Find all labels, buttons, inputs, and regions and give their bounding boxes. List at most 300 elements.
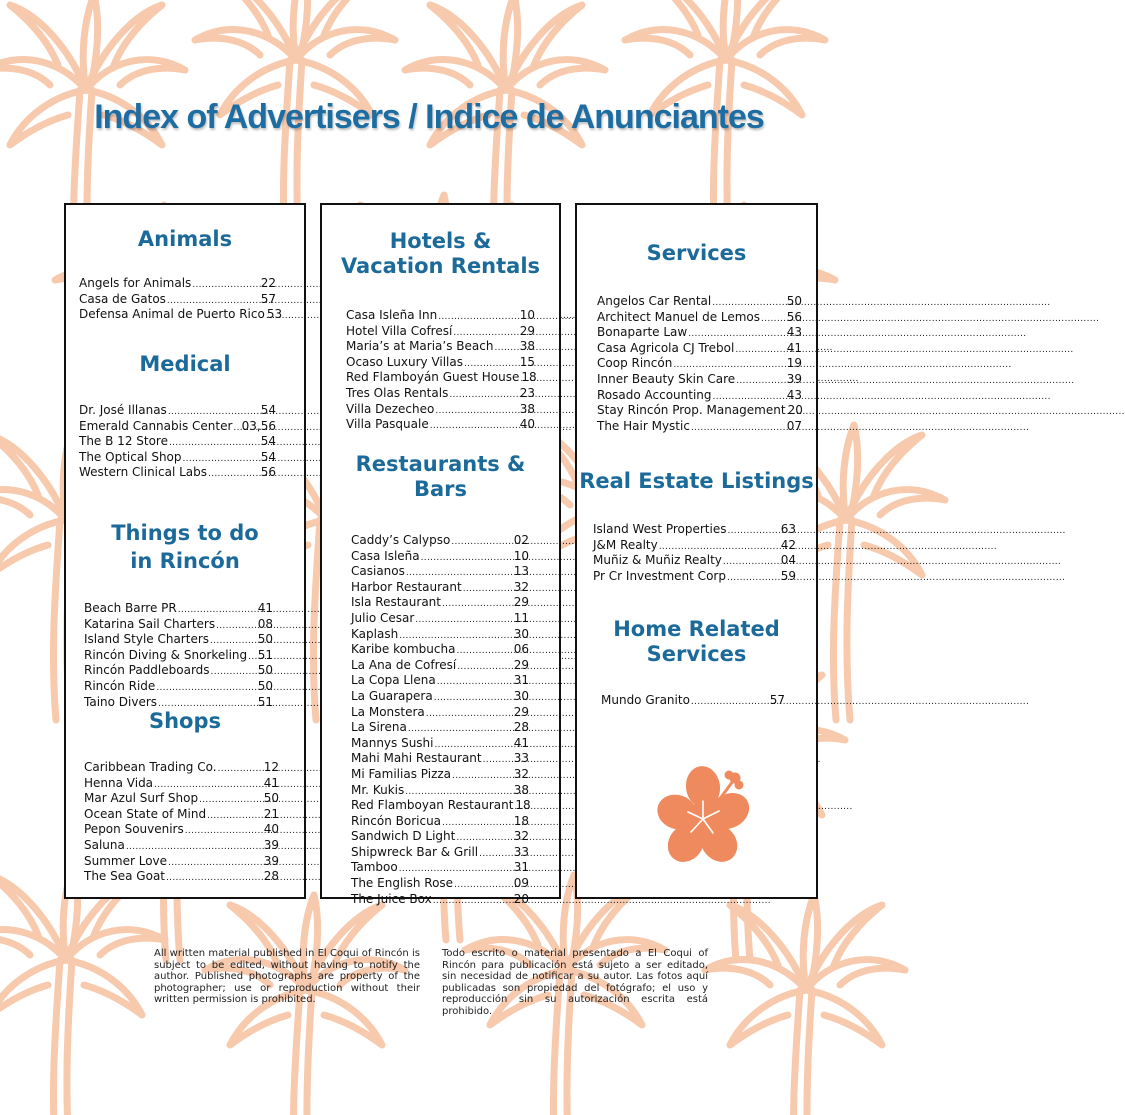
advertiser-entry (79, 451, 276, 467)
advertiser-entry (346, 403, 535, 419)
section-things-to-do (66, 519, 304, 711)
page-number: 43 (786, 325, 802, 340)
page-number: 29 (513, 657, 529, 672)
page-number: 57 (260, 291, 276, 306)
advertiser-name: Ocaso Luxury Villas (346, 354, 463, 369)
advertiser-entry (84, 680, 273, 696)
dot-leader (433, 893, 513, 909)
dot-leader (208, 466, 260, 482)
page-number: 28 (513, 720, 529, 735)
page-number: 03,56 (241, 418, 276, 433)
page-number: 33 (513, 751, 529, 766)
advertiser-name: Defensa Animal de Puerto Rico (79, 307, 265, 322)
dot-leader (178, 602, 257, 618)
index-column-1 (64, 203, 306, 899)
advertiser-entry (597, 311, 802, 327)
advertiser-entry (351, 830, 529, 846)
advertiser-entry (346, 340, 535, 356)
dot-leader (126, 839, 263, 855)
advertiser-name: Caddy’s Calypso (351, 533, 451, 547)
page-number: 50 (263, 791, 279, 806)
advertiser-name: Caribbean Trading Co. (84, 760, 217, 774)
advertiser-entry (351, 784, 529, 800)
page-number: 38 (519, 339, 535, 354)
page-number: 41 (513, 735, 529, 750)
dot-leader (211, 664, 257, 680)
advertiser-entry (351, 846, 529, 862)
dot-leader (183, 451, 260, 467)
page-number: 29 (519, 323, 535, 338)
page-number: 32 (513, 579, 529, 594)
dot-leader (456, 830, 512, 846)
advertiser-name: The English Rose (351, 876, 454, 891)
dot-leader (430, 418, 519, 434)
hibiscus-flower-icon (663, 765, 749, 865)
advertiser-list (351, 534, 529, 908)
dot-leader (713, 389, 786, 405)
copyright-note-english: All written material published in El Coqui of Rincón is subject to be edited, without having to notify the author. Published photographs are property of the photographer; use or reproduction without their written permission is prohibited. (154, 948, 420, 1005)
advertiser-name: Maria’s at Maria’s Beach (346, 339, 494, 354)
page-number: 29 (513, 595, 529, 610)
advertiser-entry (351, 596, 529, 612)
advertiser-name: Red Flamboyán Guest House (346, 370, 520, 385)
advertiser-name: La Copa Llena (351, 673, 436, 688)
dot-leader (464, 356, 519, 372)
page-number: 30 (513, 688, 529, 703)
advertiser-entry (84, 633, 273, 649)
advertiser-list (601, 694, 785, 710)
page-number: 22 (260, 276, 276, 290)
dot-leader (408, 721, 513, 737)
dot-leader (406, 565, 513, 581)
advertiser-name: Rincón Ride (84, 678, 156, 693)
advertiser-entry (84, 870, 279, 886)
advertiser-name: Inner Beauty Skin Care (597, 371, 736, 386)
page-number: 43 (786, 387, 802, 402)
dot-leader (449, 387, 518, 403)
advertiser-entry (84, 855, 279, 871)
advertiser-entry (351, 768, 529, 784)
dot-leader (688, 326, 786, 342)
advertiser-list (79, 404, 276, 482)
advertiser-entry (351, 612, 529, 628)
advertiser-name: Hotel Villa Cofresí (346, 323, 453, 338)
advertiser-name: Architect Manuel de Lemos (597, 309, 761, 324)
advertiser-name: Coop Rincón (597, 356, 673, 371)
page-number: 08 (257, 616, 273, 631)
page-number: 32 (513, 766, 529, 781)
page-number: 10 (513, 548, 529, 563)
advertiser-name: Stay Rincón Prop. Management (597, 403, 786, 418)
advertiser-entry (351, 799, 529, 815)
page-number: 50 (786, 294, 802, 308)
section-heading: Shops (148, 709, 222, 733)
copyright-note-spanish: Todo escrito o material presentado a El Coqui of Rincón para publicación está sujeto a ser editado, sin necesidad de notificar a su autor. Las fotos aquí publicadas son propiedad del fotógrafo; el uso y reproducción sin su autorización escrita está prohibido. (442, 948, 708, 1017)
advertiser-list (597, 295, 802, 435)
dot-leader (736, 373, 786, 389)
advertiser-name: Katarina Sail Charters (84, 616, 216, 631)
page-number: 63 (780, 522, 796, 536)
advertiser-name: La Monstera (351, 704, 425, 719)
advertiser-name: Angelos Car Rental (597, 294, 712, 308)
advertiser-entry (351, 893, 529, 909)
advertiser-name: Tamboo (351, 860, 398, 875)
dot-leader (727, 523, 779, 539)
page-number: 31 (513, 673, 529, 688)
advertiser-entry (351, 674, 529, 690)
advertiser-entry (351, 815, 529, 831)
advertiser-name: Muñiz & Muñiz Realty (593, 553, 722, 568)
advertiser-name: The Optical Shop (79, 449, 182, 464)
advertiser-name: Henna Vida (84, 775, 154, 790)
dot-leader (691, 420, 786, 436)
advertiser-name: Rincón Diving & Snorkeling (84, 647, 248, 662)
advertiser-name: La Ana de Cofresí (351, 657, 457, 672)
page-number: 59 (780, 568, 796, 583)
section-animals (66, 227, 304, 324)
page-number: 41 (257, 601, 273, 615)
advertiser-entry (79, 420, 276, 436)
page-number: 28 (263, 869, 279, 884)
dot-leader (442, 596, 513, 612)
advertiser-name: Island Style Charters (84, 632, 210, 647)
dot-leader (479, 846, 513, 862)
page-number: 32 (513, 829, 529, 844)
section-heading: Real Estate Listings (579, 469, 814, 493)
dot-leader (421, 550, 513, 566)
dot-leader (438, 309, 519, 325)
dot-leader (192, 277, 259, 293)
dot-leader (168, 404, 260, 420)
advertiser-list (593, 523, 796, 585)
page-number: 50 (257, 632, 273, 647)
advertiser-entry (84, 808, 279, 824)
advertiser-name: Mar Azul Surf Shop (84, 791, 199, 806)
section-heading: Animals (137, 227, 233, 251)
dot-leader (248, 649, 257, 665)
dot-leader (735, 342, 785, 358)
page-number: 41 (786, 340, 802, 355)
advertiser-name: Isla Restaurant (351, 595, 441, 610)
page-number: 30 (513, 626, 529, 641)
dot-leader (456, 643, 512, 659)
advertiser-name: J&M Realty (593, 537, 658, 552)
advertiser-name: La Guarapera (351, 688, 433, 703)
advertiser-entry (84, 777, 279, 793)
page-number: 33 (513, 844, 529, 859)
dot-leader (169, 435, 260, 451)
advertiser-name: Villa Pasquale (346, 417, 429, 432)
advertiser-name: Tres Olas Rentals (346, 385, 449, 400)
advertiser-entry (597, 420, 802, 436)
advertiser-list (84, 761, 279, 886)
advertiser-entry (84, 618, 273, 634)
dot-leader (405, 784, 512, 800)
advertiser-name: Ocean State of Mind (84, 806, 207, 821)
advertiser-name: Pepon Souvenirs (84, 822, 184, 837)
dot-leader (233, 420, 240, 436)
advertiser-entry (597, 357, 802, 373)
dot-leader (452, 768, 513, 784)
advertiser-name: Emerald Cannabis Center (79, 418, 233, 433)
dot-leader (659, 539, 780, 555)
page-number: 42 (780, 537, 796, 552)
advertiser-name: Beach Barre PR (84, 601, 177, 615)
advertiser-entry (351, 752, 529, 768)
advertiser-name: Mannys Sushi (351, 735, 434, 750)
advertiser-entry (593, 554, 796, 570)
advertiser-name: Casianos (351, 564, 405, 579)
page-number: 12 (263, 760, 279, 774)
advertiser-entry (346, 418, 535, 434)
page-number: 57 (769, 693, 785, 707)
advertiser-name: The Sea Goat (84, 869, 165, 884)
advertiser-entry (597, 389, 802, 405)
advertiser-name: Shipwreck Bar & Grill (351, 844, 479, 859)
section-restaurants (322, 452, 559, 908)
advertiser-name: Saluna (84, 837, 125, 852)
page-number: 21 (263, 806, 279, 821)
advertiser-name: Sandwich D Light (351, 829, 456, 844)
section-medical (66, 352, 304, 482)
advertiser-list (84, 602, 273, 711)
advertiser-entry (79, 404, 276, 420)
advertiser-entry (84, 649, 273, 665)
dot-leader (166, 870, 263, 886)
page-number: 29 (513, 704, 529, 719)
advertiser-entry (346, 325, 535, 341)
advertiser-name: Rosado Accounting (597, 387, 712, 402)
page-number: 40 (263, 822, 279, 837)
dot-leader (399, 861, 513, 877)
dot-leader (415, 612, 512, 628)
dot-leader (453, 325, 518, 341)
section-heading: Things to do in Rincón (111, 521, 259, 573)
advertiser-entry (593, 523, 796, 539)
dot-leader (185, 823, 263, 839)
advertiser-name: Casa Agricola CJ Trebol (597, 340, 735, 355)
advertiser-entry (351, 721, 529, 737)
advertiser-entry (84, 761, 279, 777)
advertiser-name: Pr Cr Investment Corp (593, 568, 726, 583)
advertiser-name: Rincón Boricua (351, 813, 442, 828)
advertiser-entry (351, 565, 529, 581)
advertiser-name: Summer Love (84, 853, 168, 868)
page-number: 39 (263, 853, 279, 868)
advertiser-entry (351, 861, 529, 877)
page-number: 07 (786, 418, 802, 433)
advertiser-name: Casa Isleña (351, 548, 420, 563)
advertiser-entry (351, 643, 529, 659)
advertiser-list (346, 309, 535, 434)
page-number: 31 (513, 860, 529, 875)
dot-leader (426, 706, 513, 722)
page-number: 15 (519, 354, 535, 369)
advertiser-name: Mr. Kukis (351, 782, 405, 797)
advertiser-entry (346, 309, 535, 325)
advertiser-entry (79, 277, 276, 293)
advertiser-name: Mahi Mahi Restaurant (351, 751, 482, 766)
dot-leader (727, 570, 780, 586)
dot-leader (451, 534, 512, 550)
advertiser-entry (597, 342, 802, 358)
dot-leader (712, 295, 786, 311)
page-number: 41 (263, 775, 279, 790)
advertiser-entry (597, 404, 802, 420)
advertiser-entry (351, 690, 529, 706)
advertiser-name: Angels for Animals (79, 276, 192, 290)
advertiser-list (79, 276, 283, 324)
advertiser-entry (346, 356, 535, 372)
advertiser-entry (79, 466, 276, 482)
advertiser-entry (597, 373, 802, 389)
advertiser-entry (351, 581, 529, 597)
section-heading: Services (646, 241, 747, 265)
page-number: 56 (786, 309, 802, 324)
dot-leader (168, 855, 263, 871)
page-number: 54 (260, 449, 276, 464)
section-heading: Restaurants & Bars (355, 452, 526, 501)
advertiser-name: Island West Properties (593, 522, 727, 536)
advertiser-entry (351, 877, 529, 893)
dot-leader (442, 815, 513, 831)
page-number: 51 (257, 694, 273, 709)
dot-leader (154, 777, 263, 793)
advertiser-entry (601, 694, 785, 710)
dot-leader (723, 554, 780, 570)
advertiser-name: Rincón Paddleboards (84, 663, 210, 678)
section-heading: Hotels & Vacation Rentals (340, 229, 541, 278)
dot-leader (435, 403, 518, 419)
advertiser-name: Kaplash (351, 626, 399, 641)
dot-leader (199, 792, 263, 808)
advertiser-entry (79, 435, 276, 451)
advertiser-name: La Sirena (351, 720, 407, 735)
advertiser-entry (593, 539, 796, 555)
advertiser-name: Mundo Granito (601, 693, 690, 707)
page-number: 38 (513, 782, 529, 797)
page-number: 39 (263, 837, 279, 852)
advertiser-entry (597, 326, 802, 342)
advertiser-entry (79, 307, 283, 324)
advertiser-entry (351, 628, 529, 644)
dot-leader (210, 633, 257, 649)
page-number: 23 (519, 385, 535, 400)
page-number: 13 (513, 564, 529, 579)
index-column-2 (320, 203, 561, 906)
advertiser-entry (346, 371, 535, 387)
section-shops (66, 709, 304, 886)
page-number: 10 (519, 308, 535, 322)
advertiser-name: Western Clinical Labs (79, 465, 208, 480)
advertiser-entry (79, 293, 276, 309)
dot-leader (435, 737, 513, 753)
page-number: 06 (513, 642, 529, 657)
dot-leader (454, 877, 513, 893)
advertiser-name: Harbor Restaurant (351, 579, 462, 594)
page-number: 18 (513, 813, 529, 828)
advertiser-entry (351, 737, 529, 753)
dot-leader (167, 293, 260, 309)
dot-leader (399, 628, 513, 644)
page-number: 20 (513, 891, 529, 906)
advertiser-name: Bonaparte Law (597, 325, 688, 340)
page-number: 18 (515, 798, 531, 813)
advertiser-entry (84, 839, 279, 855)
page-number: 18 (521, 370, 537, 385)
page-number: 56 (260, 465, 276, 480)
advertiser-name: Villa Dezecheo (346, 401, 435, 416)
advertiser-entry (351, 534, 529, 550)
page-number: 20 (787, 403, 803, 418)
advertiser-name: Casa de Gatos (79, 291, 166, 306)
dot-leader (463, 581, 513, 597)
dot-leader (207, 808, 263, 824)
advertiser-entry (346, 387, 535, 403)
dot-leader (691, 694, 769, 710)
section-heading: Home Related Services (613, 617, 780, 666)
page-number: 39 (786, 371, 802, 386)
index-column-3 (575, 203, 818, 899)
page-number: 54 (260, 434, 276, 449)
advertiser-name: Dr. José Illanas (79, 403, 167, 417)
section-home-related (577, 617, 816, 710)
dot-leader (218, 761, 263, 777)
page-number: 40 (519, 417, 535, 432)
advertiser-entry (351, 659, 529, 675)
page-number: 50 (257, 663, 273, 678)
advertiser-entry (351, 706, 529, 722)
page-number: 54 (260, 403, 276, 417)
advertiser-name: The Juice Box (351, 891, 432, 906)
advertiser-entry (593, 570, 796, 586)
page-number: 51 (257, 647, 273, 662)
page-number: 04 (780, 553, 796, 568)
advertiser-name: Taino Divers (84, 694, 158, 709)
dot-leader (761, 311, 786, 327)
dot-leader (434, 690, 513, 706)
advertiser-entry (84, 664, 273, 680)
dot-leader (673, 357, 785, 373)
advertiser-entry (84, 602, 273, 618)
advertiser-entry (597, 295, 802, 311)
dot-leader (494, 340, 518, 356)
advertiser-entry (351, 550, 529, 566)
page-number: 11 (513, 610, 529, 625)
section-hotels (322, 229, 559, 434)
section-services (577, 241, 816, 435)
section-real-estate (577, 469, 816, 585)
advertiser-name: The B 12 Store (79, 434, 168, 449)
advertiser-entry (84, 792, 279, 808)
advertiser-entry (84, 823, 279, 839)
advertiser-name: Mi Familias Pizza (351, 766, 452, 781)
dot-leader (156, 680, 256, 696)
advertiser-name: Casa Isleña Inn (346, 308, 438, 322)
page-number: 19 (786, 356, 802, 371)
page-number: 38 (519, 401, 535, 416)
dot-leader (216, 618, 257, 634)
page-title: Index of Advertisers / Indice de Anunciantes (94, 98, 764, 136)
advertiser-name: The Hair Mystic (597, 418, 690, 433)
page-number: 50 (257, 678, 273, 693)
section-heading: Medical (139, 352, 231, 376)
page-number: 53 (266, 307, 283, 322)
page-number: 02 (513, 533, 529, 547)
advertiser-name: Red Flamboyan Restaurant (351, 798, 514, 813)
dot-leader (483, 752, 513, 768)
page-number: 09 (513, 876, 529, 891)
